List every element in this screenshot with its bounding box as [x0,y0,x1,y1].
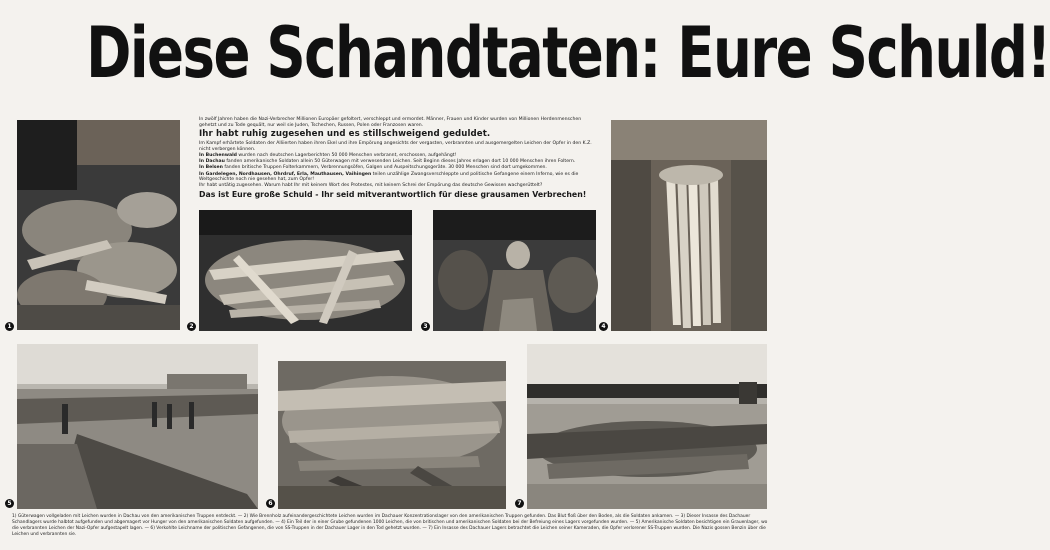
photo-2-image [199,210,412,331]
photo-4 [611,120,767,331]
photo-3 [433,210,596,331]
text-block [199,117,595,209]
photo-4-image [611,120,767,331]
photo-1 [17,120,180,330]
closing-statement: Das ist Eure große Schuld - Ihr seid mitverantwortlich für diese grausamen Verbrechen! [199,189,587,199]
photo-5-image [17,344,258,509]
paragraph-buchenwald [199,153,595,159]
paragraph-question: Ihr habt untätig zugesehen. Warum habt Ihr mit keinem Wort des Protestes, mit keinem Schrei der Empörung das deutsche Gewissen wachgerüttelt? [199,183,543,189]
photo-5 [17,344,258,509]
intro-text: In zwölf Jahren haben die Nazi-Verbrecher Millionen Europäer gefoltert, verschleppt und ermordet. Männer, Frauen und Kinder wurden von Millionen Herdenmenschen gehetzt und zu Tode gequält, nur weil sie Juden, Tschechen, Russen, Polen oder Franzosen waren. [199,117,582,128]
paragraph-1: Im Kampf erhärtete Soldaten der Alliierten haben ihren Ekel und ihre Empörung angesichts der vergasten, verbrannten und ausgemergelten Leichen der Opfer in den K.Z. nicht verbergen können. [199,141,592,152]
text-dachau: fanden amerikanische Soldaten allein 50 Güterwagen mit verwesenden Leichen. Seit Beginn dieses Jahres erlagen dort 10 000 Menschen ihren Foltern. [224,159,576,165]
photo-captions: 1) Güterwagen vollgeladen mit Leichen wurden in Dachau von den amerikanischen Truppen entdeckt. — 2) Wie Brennholz aufeinandergeschichtete Leichen wurden im Dachauer Konzentrationslager von den amerikanischen Truppen gefunden. Das Blut floß über den Boden, als die Soldaten ankamen. — 3) Dieser Insasse des Dachauer Schandlagers wurde halbtot aufgefunden und abgemagert vor Hunger von den amerikanischen Soldaten aufgefunden. — 4) Ein Teil der in einer Grube gefundenen 1000 Leichen, die von britischen und amerikanischen Soldaten bei der Befreiung eines Lagers vorgefunden wurden. — 5) Amerikanische Soldaten besichtigen ein Grauenlager, wo die verbrannten Leichen der Nazi-Opfer aufgestapelt lagen. — 6) Verkohlte Leichname der politischen Gefangenen, die von SS-Truppen in der Dachauer Lager in den Tod gehetzt wurden. — 7) Ein Insasse des Dachauer Lagers betrachtet die Leichen seiner Kameraden, die Opfer verlorener SS-Truppen wurden. Die Nazis gossen Benzin über die Leichen und verbrannten sie. [12,514,768,537]
place-dachau: In Dachau [199,159,225,165]
paragraph-other-camps [199,172,595,183]
photo-7-number: 7 [515,499,524,508]
text-buchenwald: wurden nach deutschen Lagerberichten 50 000 Menschen verbrannt, erschossen, aufgehängt! [236,152,457,158]
photo-1-image [17,120,180,330]
lead-statement: Ihr habt ruhig zugesehen und es stillschweigend geduldet. [199,129,491,140]
photo-6-number: 6 [266,499,275,508]
photo-1-number: 1 [5,322,14,331]
photo-7 [527,344,767,509]
text-belsen: fanden britische Truppen Folterkammern, Verbrennungsöfen, Galgen und Auspeitschungsgeräte. 30 000 Menschen sind dort umgekommen. [222,165,547,171]
photo-2-number: 2 [187,322,196,331]
text-other-camps: teilen unzählige Zwangsverschleppte und politische Gefangene einem Inferno, wie es die Weltgeschichte noch nie gesehen hat, zum Opfer! [199,171,579,183]
photo-4-number: 4 [599,322,608,331]
photo-6 [278,361,506,509]
photo-2 [199,210,412,331]
place-buchenwald: In Buchenwald [199,152,237,158]
place-other-camps: In Gardelegen, Nordhausen, Ohrdruf, Erla, Mauthausen, Vaihingen [199,171,372,177]
photo-5-number: 5 [5,499,14,508]
photo-6-image [278,361,506,509]
photo-3-image [433,210,596,331]
photo-3-number: 3 [421,322,430,331]
paragraph-dachau [199,159,595,165]
paragraph-belsen [199,165,595,171]
place-belsen: In Belsen [199,165,223,171]
headline: Diese Schandtaten: Eure Schuld! [86,12,1050,94]
photo-7-image [527,344,767,509]
